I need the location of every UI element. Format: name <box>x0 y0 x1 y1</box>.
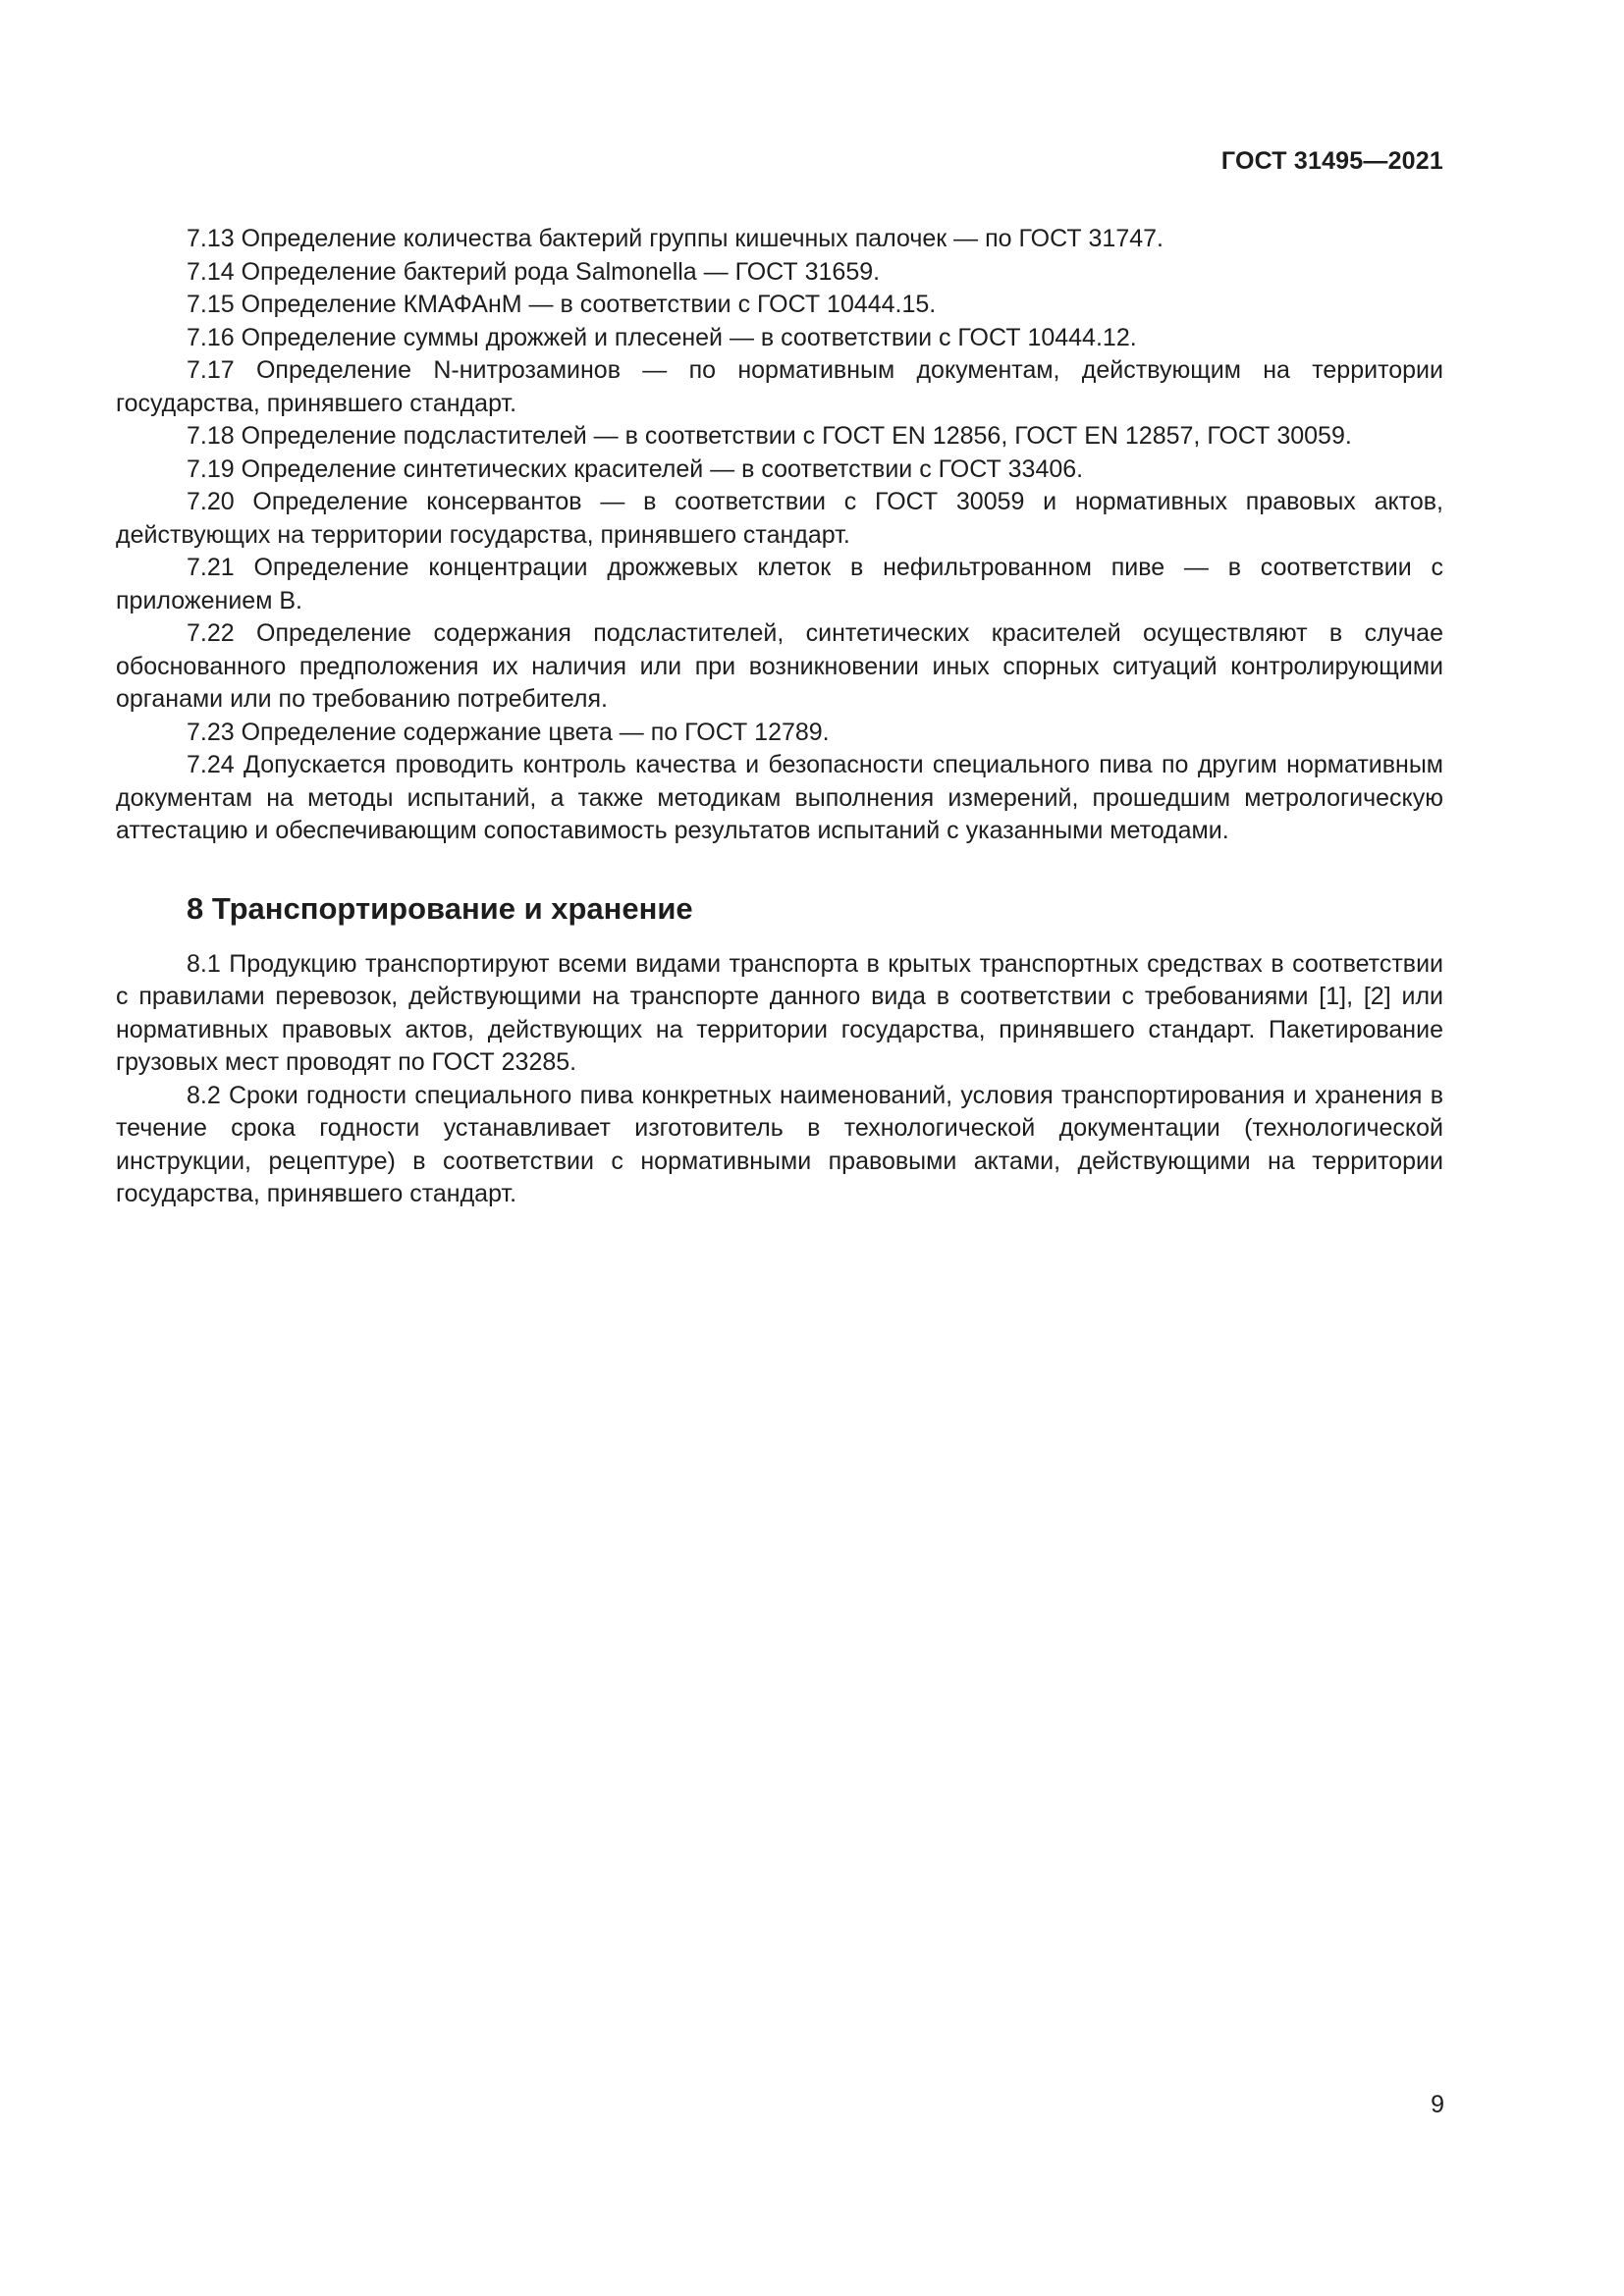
clause-7-24: 7.24 Допускается проводить контроль качества и безопасности специального пива по другим нормативным документам на методы испытаний, а также методикам выполнения измерений, прошедшим метрологическую аттестацию и обеспечивающим сопоставимость результатов испытаний с указанными методами. <box>116 751 1443 844</box>
document-code-header: ГОСТ 31495—2021 <box>1220 147 1443 175</box>
clause-7-16: 7.16 Определение суммы дрожжей и плесеней — в соответствии с ГОСТ 10444.12. <box>187 323 1137 351</box>
section-7-continuation <box>116 223 1443 848</box>
page-number: 9 <box>1431 2091 1444 2118</box>
clause-7-19: 7.19 Определение синтетических красителей — в соответствии с ГОСТ 33406. <box>187 454 1084 483</box>
clause-7-15: 7.15 Определение КМАФАнМ — в соответствии с ГОСТ 10444.15. <box>187 291 937 318</box>
clause-7-20: 7.20 Определение консервантов — в соответствии с ГОСТ 30059 и нормативных правовых актов, действующих на территории государства, принявшего стандарт. <box>116 488 1443 549</box>
clause-8-1: 8.1 Продукцию транспортируют всеми видами транспорта в крытых транспортных средствах в соответствии с правилами перевозок, действующими на транспорте данного вида в соответствии с требованиями [1], [2] или нормативных правовых актов, действующих на территории государства, принявшего стандарт. Пакетирование грузовых мест проводят по ГОСТ 23285. <box>116 949 1443 1076</box>
clause-8-2: 8.2 Сроки годности специального пива конкретных наименований, условия транспортирования и хранения в течение срока годности устанавливает изготовитель в технологической документации (технологической инструкции, рецептуре) в соответствии с нормативными правовыми актами, действующими на территории государства, принявшего стандарт. <box>116 1081 1443 1207</box>
clause-7-14: 7.14 Определение бактерий рода Salmonella — ГОСТ 31659. <box>187 257 881 286</box>
clause-7-23: 7.23 Определение содержание цвета — по ГОСТ 12789. <box>187 718 830 746</box>
clause-7-22: 7.22 Определение содержания подсластителей, синтетических красителей осуществляют в случае обоснованного предположения их наличия или при возникновении иных спорных ситуаций контролирующими органами или по требованию потребителя. <box>116 619 1443 713</box>
clause-7-21: 7.21 Определение концентрации дрожжевых клеток в нефильтрованном пиве — в соответствии с приложением В. <box>116 554 1443 614</box>
section-8 <box>116 889 1443 1211</box>
page-content <box>116 223 1443 1211</box>
clause-7-18: 7.18 Определение подсластителей — в соответствии с ГОСТ EN 12856, ГОСТ EN 12857, ГОСТ 30059. <box>187 422 1352 450</box>
clause-7-17: 7.17 Определение N-нитрозаминов — по нормативным документам, действующим на территории государства, принявшего стандарт. <box>116 356 1443 417</box>
section-title: 8 Транспортирование и хранение <box>187 890 693 926</box>
clause-7-13: 7.13 Определение количества бактерий группы кишечных палочек — по ГОСТ 31747. <box>187 225 1164 252</box>
